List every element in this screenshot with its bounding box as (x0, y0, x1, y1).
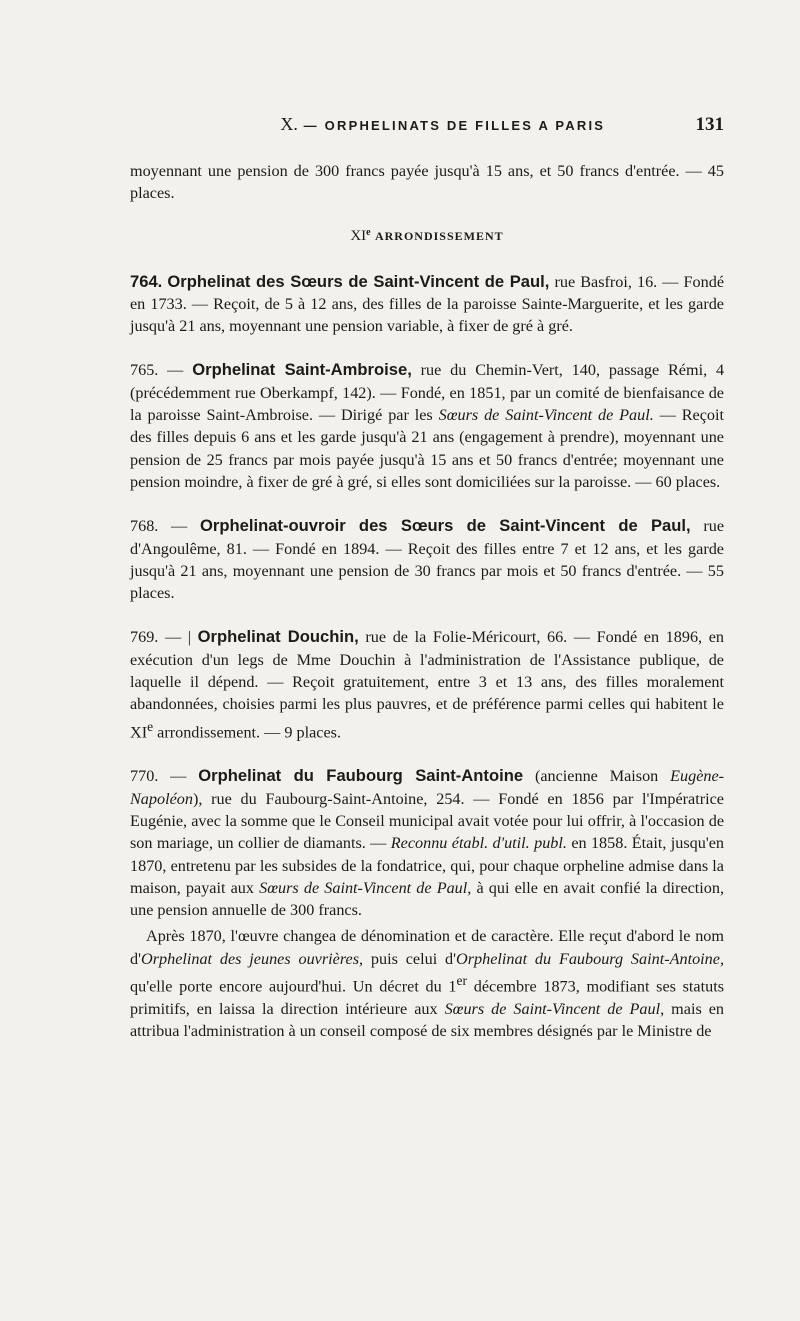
cont-text-d: décembre 1873, modifiant ses statuts primitifs, en laissa la direction intérieure aux (130, 977, 725, 1018)
entry-name: Orphelinat du Faubourg Saint-Antoine (198, 766, 524, 786)
cont-italic-a: Orphelinat des jeunes ouvrières, (141, 949, 364, 968)
entry-764 (130, 271, 724, 338)
entry-italic-b: Reconnu établ. d'util. publ. (390, 834, 567, 853)
entry-italic: Sœurs de Saint-Vincent de Paul. (438, 406, 654, 425)
book-page (130, 114, 724, 1042)
entry-text: rue du Chemin-Vert, 140, passage Rémi, 4 (précédemment rue Oberkampf, 142). — Fondé, en 1851, par un comité de bienfaisance de la paroisse Saint-Ambroise. — Dirigé par les (130, 361, 725, 425)
arrondissement-label: ARRONDISSEMENT (374, 228, 504, 243)
entry-name: Orphelinat Saint-Ambroise, (192, 360, 412, 380)
entry-italic-a: Eugène-Napoléon (130, 767, 725, 808)
entry-765 (130, 359, 724, 493)
continuation-paragraph (130, 925, 724, 1042)
chapter-title (280, 114, 605, 135)
entry-text: rue Basfroi, 16. — Fondé en 1733. — Reçoit, de 5 à 12 ans, des filles de la paroisse Sainte-Marguerite, et les garde jusqu'à 21 ans, moyennant une pension variable, à fixer de gré à gré. (130, 272, 725, 336)
entry-768 (130, 515, 724, 604)
entry-769 (130, 626, 724, 743)
cont-sup: er (456, 973, 468, 988)
entry-paragraph (130, 359, 724, 493)
cont-text-a: Après 1870, l'œuvre changea de dénomination et de caractère. Elle reçut d'abord le nom d' (130, 927, 724, 968)
entry-text-d: à qui elle en avait confié la direction, une pension annuelle de 300 francs. (130, 878, 725, 920)
cont-text-e: mais en attribua l'administration à un conseil composé de six membres désignés par le Ministre de (130, 999, 725, 1040)
arrondissement-heading (130, 227, 724, 245)
entry-number: 768. — (130, 517, 188, 536)
entry-italic-c: Sœurs de Saint-Vincent de Paul, (259, 878, 472, 897)
entry-text-numeral: XI (130, 723, 148, 742)
entry-number: 765. — (130, 361, 184, 380)
entry-name: Orphelinat-ouvroir des Sœurs de Saint-Vincent de Paul, (199, 516, 691, 536)
entry-text-b: ), rue du Faubourg-Saint-Antoine, 254. — Fondé en 1856 par l'Impératrice Eugénie, avec la somme que le Conseil municipal avait votée pour lui offrir, à l'occasion de son mariage, un collier de diamants. — (130, 789, 724, 853)
entry-number: 770. — (130, 767, 187, 786)
entry-paragraph (130, 626, 724, 743)
entry-number: 764. (130, 271, 163, 291)
entry-paragraph (130, 271, 724, 338)
cont-text-b: puis celui d' (370, 949, 457, 968)
arrondissement-sup: e (366, 226, 372, 238)
entry-number: 769. — | (130, 628, 192, 647)
entry-text-2: — Reçoit des filles depuis 6 ans et les garde jusqu'à 21 ans (engagement à prendre), moyennant une pension de 25 francs par mois payée jusqu'à 15 ans et 50 francs d'entrée; moyennant une pension moindre, à fixer de gré à gré, si elles sont domiciliées sur la paroisse. — 60 places. (130, 406, 725, 491)
cont-italic-c: Sœurs de Saint-Vincent de Paul, (444, 999, 665, 1018)
entry-text-a: (ancienne Maison (534, 767, 659, 786)
entry-text-sup: e (147, 718, 154, 734)
entry-text-tail: arrondissement. — 9 places. (157, 723, 341, 742)
intro-paragraph: moyennant une pension de 300 francs payée jusqu'à 15 ans, et 50 francs d'entrée. — 45 places. (130, 162, 724, 203)
chapter-number: X. (280, 114, 298, 134)
entry-text: rue de la Folie-Méricourt, 66. — Fondé en 1896, en exécution d'un legs de Mme Douchin à l'administration de l'Assistance publique, de laquelle il dépend. — Reçoit gratuitement, entre 3 et 13 ans, des filles moralement abandonnées, choisies parmi les plus pauvres, et de préférence parmi celles qui habitent le (130, 628, 724, 714)
arrondissement-numeral: XI (350, 227, 367, 244)
entry-name: Orphelinat Douchin, (197, 627, 359, 647)
entry-paragraph (130, 515, 724, 604)
entry-770 (130, 765, 724, 921)
entry-name: Orphelinat des Sœurs de Saint-Vincent de Paul, (167, 271, 550, 291)
chapter-title-text: — ORPHELINATS DE FILLES A PARIS (303, 118, 606, 133)
entry-text-c: en 1858. Était, jusqu'en 1870, entretenu par les subsides de la fondatrice, qui, pour chaque orpheline admise dans la maison, payait aux (130, 834, 725, 897)
page-number: 131 (695, 114, 724, 135)
entry-paragraph (130, 765, 724, 921)
entry-text: rue d'Angoulême, 81. — Fondé en 1894. — Reçoit des filles entre 7 et 12 ans, et les garde jusqu'à 21 ans, moyennant une pension de 30 francs par mois et 50 francs d'entrée. — 55 places. (130, 517, 725, 603)
running-header (130, 114, 724, 142)
cont-italic-b: Orphelinat du Faubourg Saint-Antoine, (456, 949, 724, 968)
cont-text-c: qu'elle porte encore aujourd'hui. Un décret du 1 (130, 977, 457, 996)
